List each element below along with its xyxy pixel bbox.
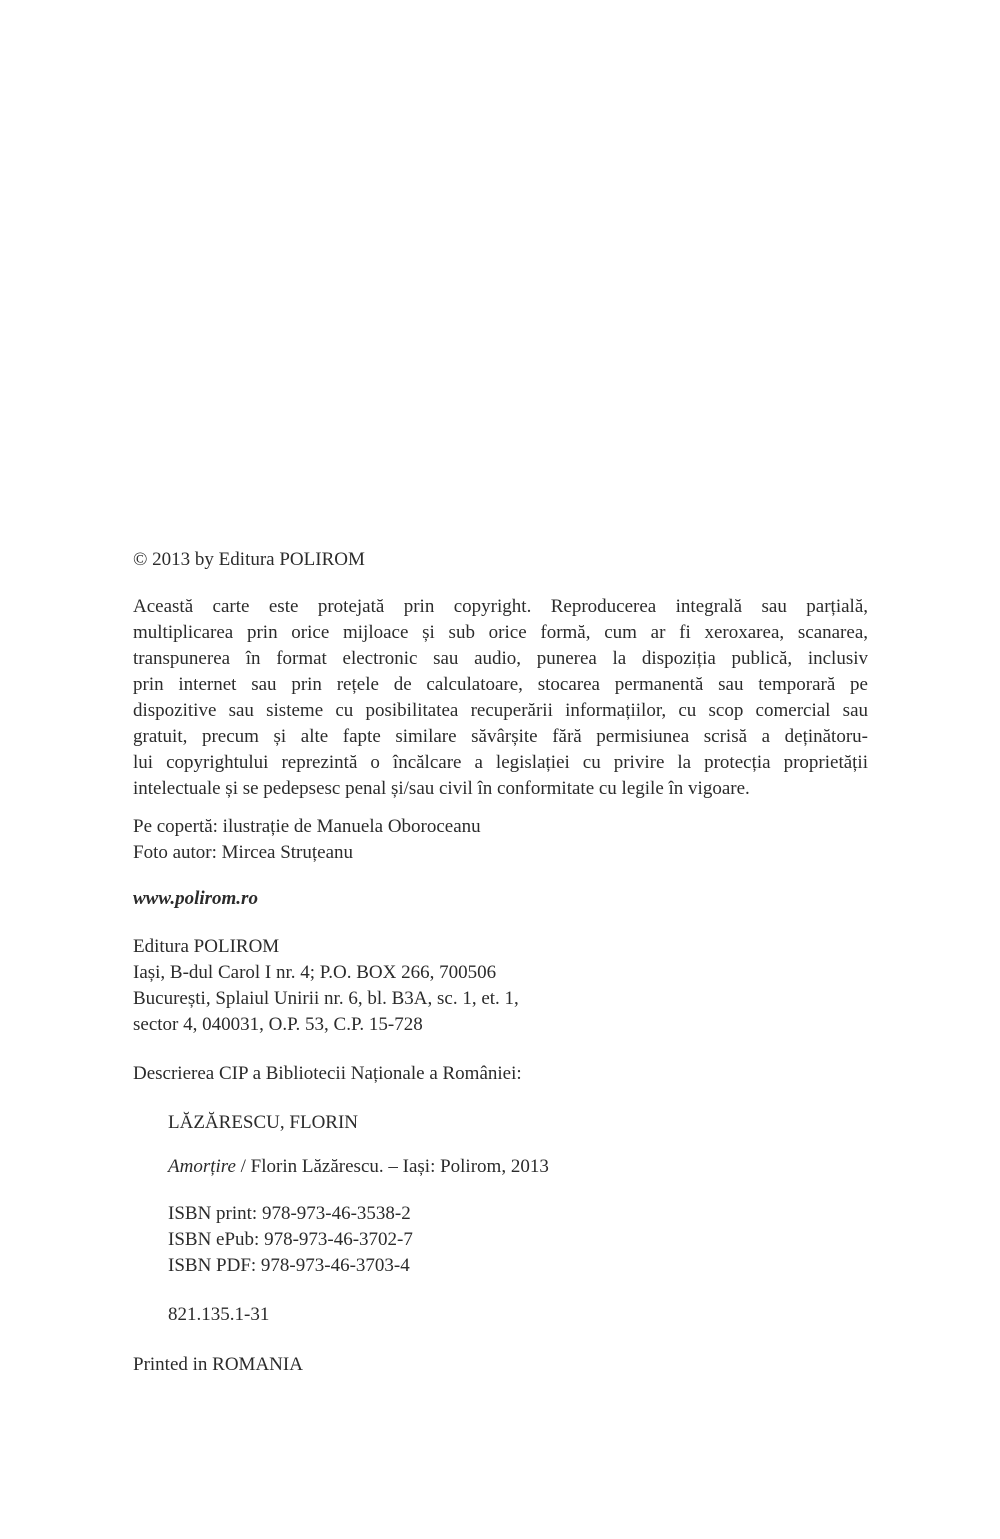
cip-author-block: [168, 1110, 358, 1136]
isbn-pdf: ISBN PDF: 978-973-46-3703-4: [168, 1255, 410, 1276]
publisher-name: Editura POLIROM: [133, 936, 280, 957]
printed-block: [133, 1352, 303, 1378]
notice-line: Această carte este protejată prin copyright. Reproducerea integrală sau parțială,: [133, 596, 868, 617]
isbn-epub: ISBN ePub: 978-973-46-3702-7: [168, 1229, 413, 1250]
notice-line: lui copyrightului reprezintă o încălcare a legislației cu privire la protecția proprietății: [133, 752, 868, 773]
notice-line: intelectuale și se pedepsesc penal și/sau civil în conformitate cu legile în vigoare.: [133, 778, 750, 799]
cip-author: LĂZĂRESCU, FLORIN: [168, 1112, 359, 1133]
address-bucuresti-2: sector 4, 040031, O.P. 53, C.P. 15-728: [133, 1014, 423, 1035]
website-link[interactable]: www.polirom.ro: [133, 888, 258, 909]
website-block: [133, 886, 258, 912]
isbn-block: [168, 1201, 413, 1279]
address-iasi: Iași, B-dul Carol I nr. 4; P.O. BOX 266, 700506: [133, 962, 497, 983]
publisher-address: [133, 934, 519, 1038]
printed-in: Printed in ROMANIA: [133, 1354, 303, 1375]
copyright-notice: [133, 594, 868, 802]
cip-heading: Descrierea CIP a Bibliotecii Naționale a României:: [133, 1063, 522, 1084]
photo-credit: Foto autor: Mircea Struțeanu: [133, 842, 354, 863]
cip-title-line: [168, 1154, 549, 1180]
notice-line: multiplicarea prin orice mijloace și sub orice formă, cum ar fi xeroxarea, scanarea,: [133, 622, 868, 643]
notice-line: dispozitive sau sisteme cu posibilitatea recuperării informațiilor, cu scop comercial sau: [133, 700, 868, 721]
notice-line: transpunerea în format electronic sau audio, punerea la dispoziția publică, inclusiv: [133, 648, 868, 669]
cip-heading-block: [133, 1061, 522, 1087]
copyright-text: © 2013 by Editura POLIROM: [133, 549, 365, 570]
classification-code: 821.135.1-31: [168, 1304, 270, 1325]
book-title: Amorțire: [168, 1156, 236, 1177]
isbn-print: ISBN print: 978-973-46-3538-2: [168, 1203, 411, 1224]
notice-line: prin internet sau prin rețele de calculatoare, stocarea permanentă sau temporară pe: [133, 674, 868, 695]
classification-block: [168, 1302, 269, 1328]
book-title-details: / Florin Lăzărescu. – Iași: Polirom, 2013: [235, 1156, 549, 1177]
address-bucuresti-1: București, Splaiul Unirii nr. 6, bl. B3A, sc. 1, et. 1,: [133, 988, 519, 1009]
copyright-line: [133, 547, 365, 573]
cip-title-block: [168, 1154, 549, 1180]
notice-line: gratuit, precum și alte fapte similare săvârșite fără permisiunea scrisă a deținătoru-: [133, 726, 868, 747]
cover-credit: Pe copertă: ilustrație de Manuela Oboroceanu: [133, 816, 481, 837]
credits: [133, 814, 481, 866]
